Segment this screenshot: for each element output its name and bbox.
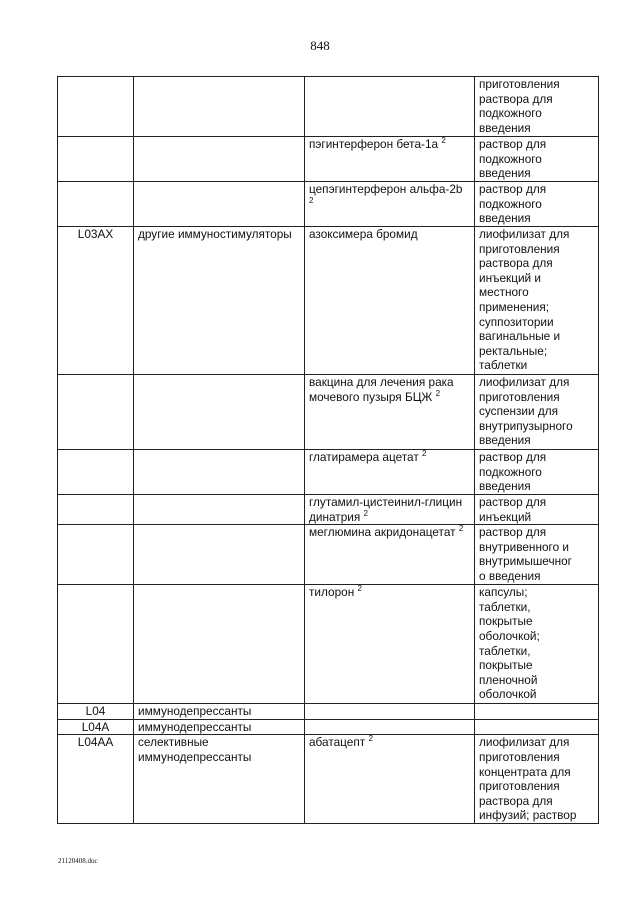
group-cell: другие иммуностимуляторы	[134, 227, 305, 375]
footnote-marker: 2	[357, 584, 362, 594]
table-row	[58, 450, 599, 495]
footnote-marker: 2	[458, 524, 464, 534]
dosage-form-cell: раствор для подкожного введения	[475, 450, 599, 495]
dosage-form-cell: раствор для внутривенного и внутримышечног о введения	[475, 525, 599, 585]
substance-cell	[305, 450, 475, 495]
substance-cell	[305, 227, 475, 375]
table-row	[58, 525, 599, 585]
atc-code-cell	[58, 450, 134, 495]
dosage-form-cell: лиофилизат для приготовления суспензии для внутрипузырного введения	[475, 375, 599, 450]
atc-code-cell: L04AA	[58, 735, 134, 824]
substance-name: азоксимера бромид	[309, 227, 418, 241]
substance-cell	[305, 375, 475, 450]
atc-code-cell	[58, 525, 134, 585]
table-row	[58, 375, 599, 450]
dosage-form-cell: лиофилизат для приготовления раствора для инъекций и местного применения; суппозитории вагинальные и ректальные; таблетки	[475, 227, 599, 375]
table-body	[58, 77, 599, 824]
atc-code-cell	[58, 495, 134, 525]
substance-cell	[305, 182, 475, 227]
dosage-form-cell: раствор для инъекций	[475, 495, 599, 525]
group-cell	[134, 585, 305, 704]
atc-code-cell	[58, 375, 134, 450]
table-row	[58, 735, 599, 824]
atc-code-cell: L04	[58, 704, 134, 720]
substance-cell	[305, 704, 475, 720]
dosage-form-cell: раствор для подкожного введения	[475, 182, 599, 227]
footnote-marker: 2	[363, 508, 368, 518]
group-cell	[134, 525, 305, 585]
dosage-form-cell: лиофилизат для приготовления концентрата для приготовления раствора для инфузий; раствор	[475, 735, 599, 824]
group-cell	[134, 182, 305, 227]
group-cell	[134, 450, 305, 495]
substance-cell	[305, 735, 475, 824]
substance-cell	[305, 585, 475, 704]
page-number: 848	[310, 38, 330, 53]
medication-table	[57, 76, 599, 824]
group-cell	[134, 77, 305, 137]
substance-name: абатацепт	[309, 735, 366, 750]
table-row	[58, 137, 599, 182]
substance-cell	[305, 77, 475, 137]
atc-code-cell	[58, 77, 134, 137]
atc-code-cell	[58, 137, 134, 182]
footnote-marker: 2	[441, 136, 446, 146]
table-row	[58, 77, 599, 137]
table-row	[58, 495, 599, 525]
table-row	[58, 182, 599, 227]
dosage-form-cell	[475, 719, 599, 735]
substance-name: пэгинтерферон бета-1а	[309, 137, 439, 151]
group-cell: селективные иммунодепрессанты	[134, 735, 305, 824]
group-cell	[134, 137, 305, 182]
group-cell	[134, 495, 305, 525]
dosage-form-cell: раствор для подкожного введения	[475, 137, 599, 182]
dosage-form-cell: капсулы; таблетки, покрытые оболочкой; таблетки, покрытые пленочной оболочкой	[475, 585, 599, 704]
table-row	[58, 227, 599, 375]
footnote-marker: 2	[422, 449, 427, 459]
substance-name: меглюмина акридонацетат	[309, 525, 456, 540]
footer-filename: 21120408.doc	[58, 857, 98, 865]
footnote-marker: 2	[309, 195, 314, 205]
substance-name: глатирамера ацетат	[309, 450, 419, 464]
dosage-form-cell	[475, 704, 599, 720]
substance-name: глутамил-цистеинил-глицин динатрия	[309, 495, 463, 524]
substance-name: тилорон	[309, 585, 355, 600]
footnote-marker: 2	[368, 734, 373, 744]
substance-cell	[305, 495, 475, 525]
substance-name: цепэгинтерферон альфа-2b	[309, 182, 463, 196]
table-row	[58, 585, 599, 704]
group-cell: иммунодепрессанты	[134, 719, 305, 735]
group-cell	[134, 375, 305, 450]
group-cell: иммунодепрессанты	[134, 704, 305, 720]
table-row	[58, 719, 599, 735]
atc-code-cell	[58, 182, 134, 227]
atc-code-cell	[58, 585, 134, 704]
substance-cell	[305, 525, 475, 585]
substance-cell	[305, 719, 475, 735]
atc-code-cell: L03AX	[58, 227, 134, 375]
substance-cell	[305, 137, 475, 182]
table-row	[58, 704, 599, 720]
dosage-form-cell: приготовления раствора для подкожного введения	[475, 77, 599, 137]
atc-code-cell: L04A	[58, 719, 134, 735]
substance-name: вакцина для лечения рака мочевого пузыря БЦЖ	[309, 375, 454, 404]
footnote-marker: 2	[435, 388, 441, 398]
